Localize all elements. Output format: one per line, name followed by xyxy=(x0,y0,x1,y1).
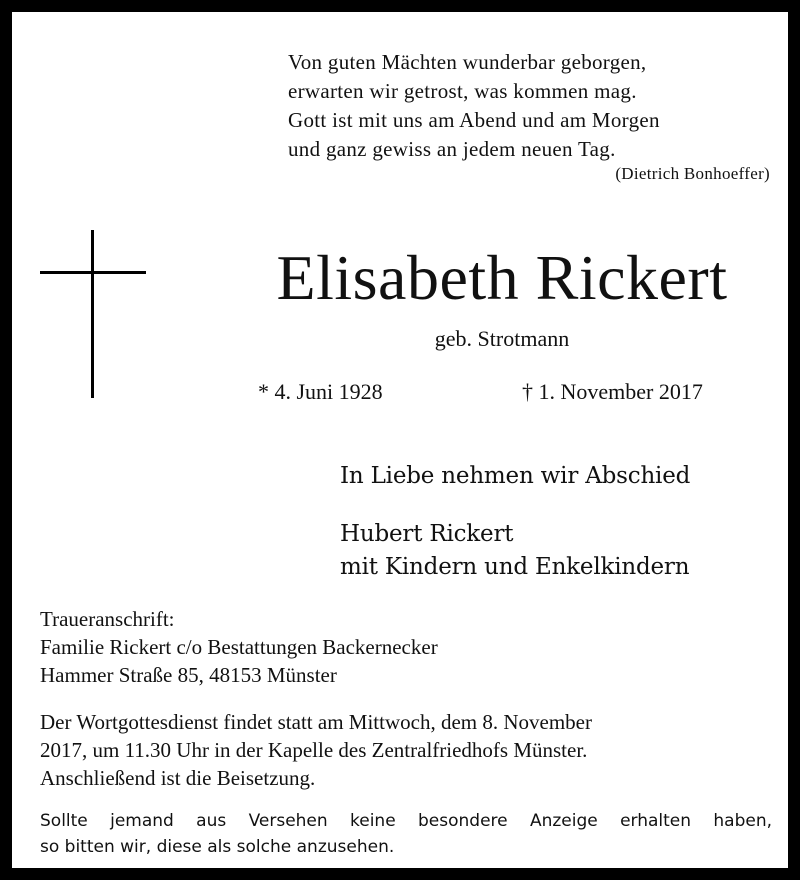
mourning-address xyxy=(40,605,438,689)
deceased-name: Elisabeth Rickert xyxy=(276,242,728,313)
birth-date: * 4. Juni 1928 xyxy=(258,379,383,404)
latin-cross-icon xyxy=(40,230,146,398)
poem-line-3: Gott ist mit uns am Abend und am Morgen xyxy=(288,108,660,132)
notice-line-2: so bitten wir, diese als solche anzusehen. xyxy=(40,837,395,857)
poem-line-2: erwarten wir getrost, was kommen mag. xyxy=(288,79,637,103)
cross-vertical-bar xyxy=(91,230,94,398)
poem-author: (Dietrich Bonhoeffer) xyxy=(615,164,770,183)
address-line-2: Hammer Straße 85, 48153 Münster xyxy=(40,663,337,687)
service-details xyxy=(40,708,772,792)
mourner-line-1: Hubert Rickert xyxy=(340,521,514,547)
notice-text xyxy=(40,808,772,860)
notice-line-1: Sollte jemand aus Versehen keine besondere Anzeige erhalten haben, xyxy=(40,811,772,831)
address-heading: Traueranschrift: xyxy=(40,607,175,631)
service-line-2: 2017, um 11.30 Uhr in der Kapelle des Zentralfriedhofs Münster. xyxy=(40,738,588,762)
service-line-3: Anschließend ist die Beisetzung. xyxy=(40,766,316,790)
poem-line-4: und ganz gewiss an jedem neuen Tag. xyxy=(288,137,616,161)
poem-quote xyxy=(288,48,770,186)
mourners xyxy=(340,518,689,584)
mourner-line-2: mit Kindern und Enkelkindern xyxy=(340,554,690,580)
cross-horizontal-bar xyxy=(40,271,146,274)
death-date: † 1. November 2017 xyxy=(522,379,703,404)
service-line-1: Der Wortgottesdienst findet statt am Mittwoch, dem 8. November xyxy=(40,710,592,734)
address-line-1: Familie Rickert c/o Bestattungen Backernecker xyxy=(40,635,438,659)
poem-line-1: Von guten Mächten wunderbar geborgen, xyxy=(288,50,647,74)
birth-surname: geb. Strotmann xyxy=(434,326,570,351)
farewell-line: In Liebe nehmen wir Abschied xyxy=(340,463,691,489)
